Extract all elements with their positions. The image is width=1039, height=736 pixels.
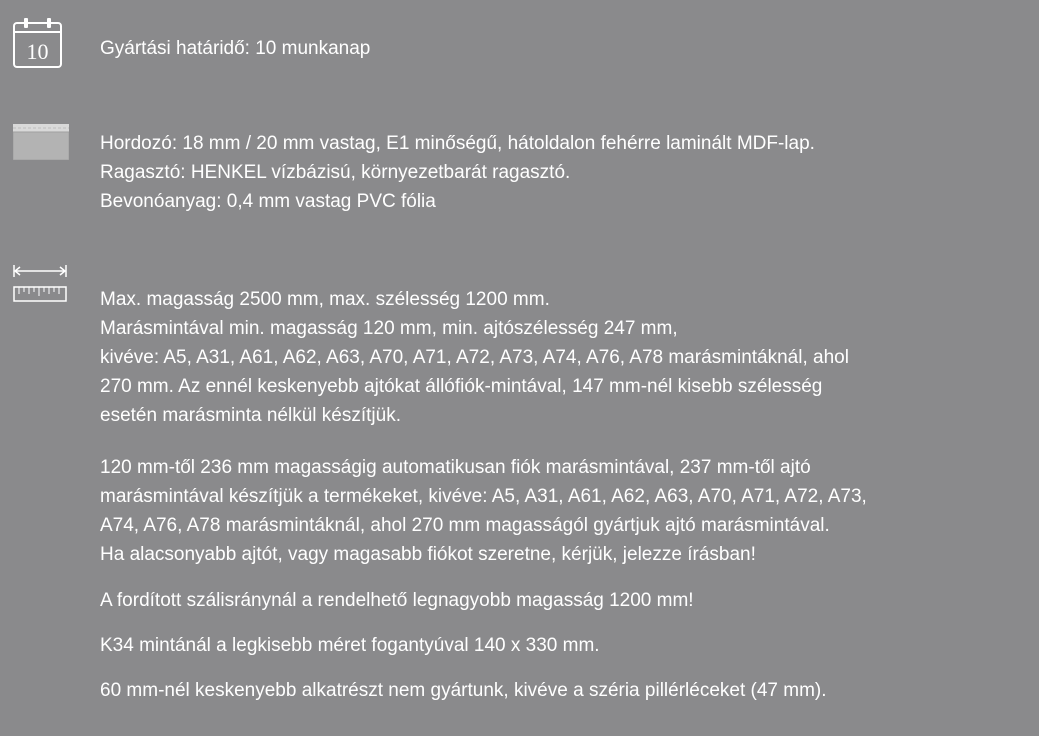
dimensions-paragraph-3	[100, 586, 1019, 615]
board-material-icon	[13, 124, 69, 160]
text-line: 270 mm. Az ennél keskenyebb ajtókat állófiók-mintával, 147 mm-nél kisebb szélesség	[100, 376, 823, 397]
production-deadline	[100, 34, 1019, 63]
text-line: Ha alacsonyabb ajtót, vagy magasabb fiókot szeretne, kérjük, jelezze írásban!	[100, 544, 756, 565]
text-line: Marásmintával min. magasság 120 mm, min. ajtószélesség 247 mm,	[100, 318, 678, 339]
text-line: K34 mintánál a legkisebb méret fogantyúval 140 x 330 mm.	[100, 635, 600, 656]
dimensions-paragraph-4	[100, 631, 1019, 660]
material-info	[100, 129, 1019, 216]
text-line: 60 mm-nél keskenyebb alkatrészt nem gyártunk, kivéve a széria pillérléceket (47 mm).	[100, 680, 827, 701]
text-line: kivéve: A5, A31, A61, A62, A63, A70, A71, A72, A73, A74, A76, A78 marásmintáknál, ahol	[100, 347, 849, 368]
text-line: A74, A76, A78 marásmintáknál, ahol 270 mm magasságól gyártjuk ajtó marásmintával.	[100, 515, 830, 536]
production-deadline-text: Gyártási határidő: 10 munkanap	[100, 38, 371, 59]
material-line: Hordozó: 18 mm / 20 mm vastag, E1 minőségű, hátoldalon fehérre laminált MDF-lap.	[100, 133, 815, 154]
calendar-icon-number: 10	[26, 39, 49, 64]
dimensions-info	[100, 285, 1019, 705]
text-line: A fordított szálisránynál a rendelhető legnagyobb magasság 1200 mm!	[100, 590, 694, 611]
dimensions-paragraph-2	[100, 453, 1019, 569]
dimensions-paragraph-1	[100, 285, 1019, 430]
ruler-icon	[13, 265, 67, 305]
calendar-icon	[13, 17, 63, 69]
text-line: marásmintával készítjük a termékeket, kivéve: A5, A31, A61, A62, A63, A70, A71, A72, A73,	[100, 486, 867, 507]
material-line: Bevonóanyag: 0,4 mm vastag PVC fólia	[100, 191, 436, 212]
text-line: esetén marásminta nélkül készítjük.	[100, 405, 401, 426]
text-line: 120 mm-től 236 mm magasságig automatikusan fiók marásmintával, 237 mm-től ajtó	[100, 457, 811, 478]
dimensions-paragraph-5	[100, 676, 1019, 705]
text-line: Max. magasság 2500 mm, max. szélesség 1200 mm.	[100, 289, 550, 310]
material-line: Ragasztó: HENKEL vízbázisú, környezetbarát ragasztó.	[100, 162, 571, 183]
